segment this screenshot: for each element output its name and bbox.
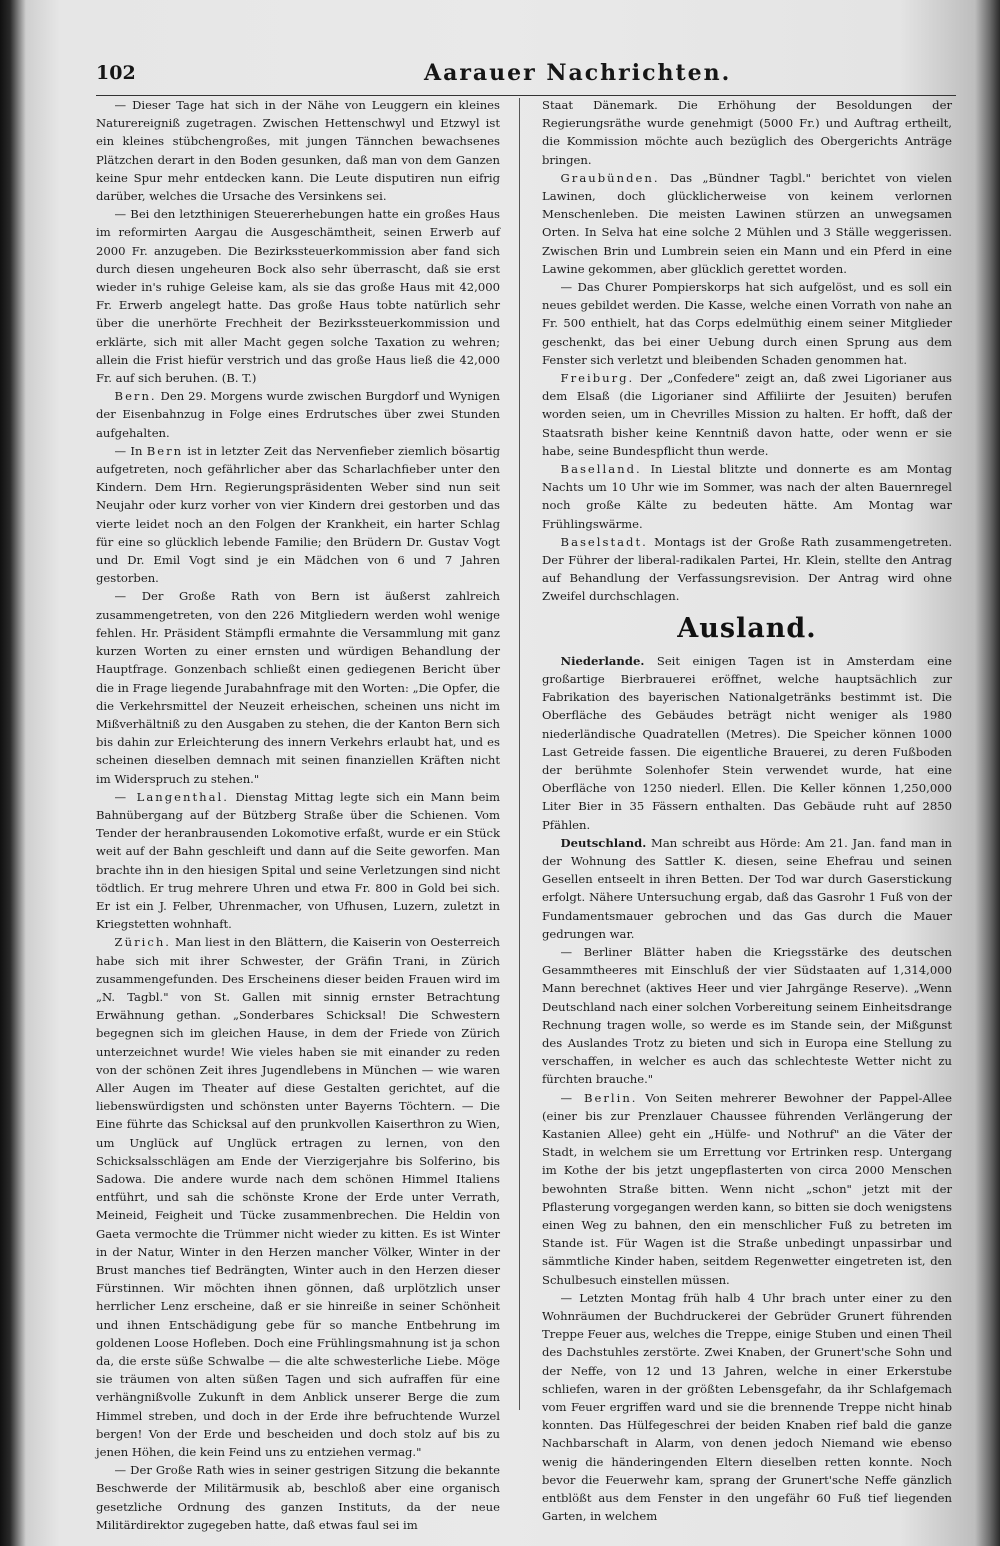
article-baselstadt xyxy=(542,533,952,606)
article-graubuenden xyxy=(542,169,952,278)
article-steuer: — Bei den letzthinigen Steuererhebungen hatte ein großes Haus im reformirten Aargau die Ausgeschämtheit, seinen Erwerb auf 2000 Fr. anzugeben. Die Bezirkssteuerkommission aber fand sich durch diesen ungeheuren Bock also sehr überrascht, daß sie erst wieder in's ruhige Geleise kam, als sie das große Haus mit 42,000 Fr. Erwerb angelegt hatte. Das große Haus tobte natürlich sehr über die unerhörte Frechheit der Bezirkssteuerkommission und erklärte, sich mit aller Macht gegen solche Taxation zu wehren; allein die Frist hiefür verstrich und das große Haus ließ die 42,000 Fr. auf sich beruhen. (B. T.) xyxy=(96,207,500,386)
article-text: Den 29. Morgens wurde zwischen Burgdorf und Wynigen der Eisenbahnzug in Folge eines Erdrutsches über zwei Stunden aufgehalten. xyxy=(96,389,500,440)
article-kriegsstaerke: — Berliner Blätter haben die Kriegsstärke des deutschen Gesammtheeres mit Einschluß der vier Südstaaten auf 1,314,000 Mann berechnet (aktives Heer und vier Jahrgänge Reserve). „Wenn Deutschland nach einer solchen Vorbereitung seinem Einheitsdrange Rechnung tragen wolle, so werde es im Stande sein, der Mißgunst des Auslandes Trotz zu bieten und sich in Europa eine Stellung zu verschaffen, in welcher es auch das schlechteste Wetter nicht zu fürchten brauche." xyxy=(542,944,952,1087)
article-text: Man schreibt aus Hörde: Am 21. Jan. fand man in der Wohnung des Sattler K. diesen, seine Ehefrau und seinen Gesellen entseelt in ihren Betten. Der Tod war durch Gaserstickung erfolgt. Nähere Untersuchung ergab, daß das Gasrohr 1 Fuß von der Fundamentsmauer gebrochen und das Gas durch die Mauer gedrungen war. xyxy=(542,835,953,941)
place-langenthal: — Langenthal. xyxy=(114,789,229,804)
article-bern-zug xyxy=(96,387,500,442)
masthead-title: Aarauer Nachrichten. xyxy=(424,60,732,86)
page-header xyxy=(96,58,966,98)
article-niederlande xyxy=(542,652,952,834)
place-graubuenden: Graubünden. xyxy=(560,170,660,185)
article-zuerich xyxy=(96,933,500,1461)
place-bern: Bern. xyxy=(114,389,157,404)
place-bern-2: Bern xyxy=(146,443,184,458)
article-text: In Liestal blitzte und donnerte es am Montag Nachts um 10 Uhr wie im Sommer, was nach der alten Bauernregel noch große Kälte zu bedeuten hätte. Am Montag war Frühlingswärme. xyxy=(542,462,952,531)
article-militaermusik: — Der Große Rath wies in seiner gestrigen Sitzung die bekannte Beschwerde der Militärmusik ab, beschloß aber eine organisch gesetzliche Ordnung des ganzen Instituts, da der neue Militärdirektor zugegeben hatte, daß etwas faul sei im xyxy=(96,1463,500,1532)
place-baselland: Baselland. xyxy=(560,462,642,477)
place-berlin: — Berlin. xyxy=(560,1090,638,1105)
page-number: 102 xyxy=(96,62,136,84)
article-churer-pompiers: — Das Churer Pompierskorps hat sich aufgelöst, und es soll ein neues gebildet werden. Die Kasse, welche einen Vorrath von nahe an Fr. 500 enthielt, hat das Corps edelmüthig einem seiner Mitglieder geschenkt, das bei einer Uebung durch einen Sprung aus dem Fenster sich verletzt und bleibenden Schaden genommen hat. xyxy=(542,280,952,367)
article-text: Von Seiten mehrerer Bewohner der Pappel-Allee (einer bis zur Prenzlauer Chaussee führenden Verlängerung der Kastanien Allee) geht ein „Hülfe- und Nothruf" an die Väter der Stadt, in welchem sie um Errettung vor Ertrinken resp. Untergang im Kothe der bis jetzt ungepflasterten von circa 2000 Menschen bewohnten Straße bitten. Wenn nicht „schon" jetzt mit der Pflasterung vorgegangen werden kann, so bitten sie doch wenigstens einen Weg zu bahnen, den ein menschlicher Fuß zu betreten im Stande ist. Für Wagen ist die Straße unbedingt unpassirbar und sämmtliche Kinder haben, seitdem Regenwetter eingetreten ist, den Schulbesuch einstellen müssen. xyxy=(542,1090,952,1287)
place-baselstadt: Baselstadt. xyxy=(560,534,648,549)
article-leuggern: — Dieser Tage hat sich in der Nähe von Leuggern ein kleines Naturereigniß zugetragen. Zwischen Hettenschwyl und Etzwyl ist ein kleines stübchengroßes, mit jungen Tännchen bewachsenes Plätzchen derart in den Boden gesunken, daß man von dem Ganzen keine Spur mehr entdecken kann. Die Leute disputiren nun eifrig darüber, welches die Ursache des Versinkens sei. xyxy=(96,98,500,204)
article-text: Das „Bündner Tagbl." berichtet von vielen Lawinen, doch glücklicherweise von keinem verlornen Menschenleben. Die meisten Lawinen stürzen an unwegsamen Orten. In Selva hat eine solche 2 Mühlen und 3 Ställe weggerissen. Zwischen Brin und Lumbrein seien ein Mann und ein Pferd in eine Lawine gekommen, aber glücklich gerettet worden. xyxy=(542,170,952,276)
article-text: ist in letzter Zeit das Nervenfieber ziemlich bösartig aufgetreten, noch gefährlicher aber das Scharlachfieber unter den Kindern. Dem Hrn. Regierungspräsidenten Weber sind nun seit Neujahr oder kurz vorher von vier Kindern drei gestorben und das vierte leidet noch an den Folgen der Krankheit, ein harter Schlag für eine so glücklich lebende Familie; den Brüdern Dr. Gustav Vogt und Dr. Emil Vogt sind je ein Mädchen von 6 und 7 Jahren gestorben. xyxy=(96,443,500,586)
place-freiburg: Freiburg. xyxy=(560,371,635,386)
article-text: Man liest in den Blättern, die Kaiserin von Oesterreich habe sich mit ihrer Schwester, der Gräfin Trani, in Zürich zusammengefunden. Des Erscheinens dieser beiden Frauen wird im „N. Tagbl." von St. Gallen mit sinnig ernster Betrachtung Erwähnung gethan. „Sonderbares Schicksal! Die Schwestern begegnen sich im gleichen Hause, in dem der Friede von Zürich unterzeichnet wurde! Wie vieles haben sie mit einander zu reden von der schönen Zeit ihres Jugendlebens in München — wie waren Aller Augen im Theater auf diese Gestalten gerichtet, auf die liebenswürdigsten und schönsten unter Bayerns Töchtern. — Die Eine führte das Schicksal auf den prunkvollen Kaiserthron zu Wien, um Unglück auf Unglück ertragen zu lernen, von den Schicksalsschlägen am Ende der Vierzigerjahre bis Solferino, bis Sadowa. Die andere wurde nach dem schönen Himmel Italiens entführt, und sah die schönste Krone der Erde unter Verrath, Meineid, Feigheit und Tücke zusammenbrechen. Die Heldin von Gaeta vermochte die Trümmer nicht wieder zu kitten. Es ist Winter in der Natur, Winter in den Herzen mancher Völker, Winter in der Brust manches tief Bedrängten, Winter auch in den Herzen dieser Fürstinnen. Wir möchten ihnen gönnen, daß urplötzlich unser herrlicher Lenz erscheine, daß er sie hinreiße in seiner Schönheit und ihnen Entschädigung gebe für so manche Entbehrung im goldenen Loose Hofleben. Doch eine Frühlingsmahnung ist ja schon da, die erste süße Schwalbe — die alte schwesterliche Liebe. Möge sie träumen von alten süßen Tagen und sich aufraffen für eine verhängnißvolle Zukunft in dem Anblick unserer Berge die zum Himmel streben, und doch in der Erde ihre befruchtende Wurzel bergen! Von der Erde und bescheiden und doch stolz auf bis zu jenen Höhen, die kein Feind uns zu entziehen vermag." xyxy=(96,935,500,1460)
article-text: Montags ist der Große Rath zusammengetreten. Der Führer der liberal-radikalen Partei, Hr. Klein, stellte den Antrag auf Behandlung der Verfassungsrevision. Der Antrag wird ohne Zweifel durchschlagen. xyxy=(542,534,953,604)
article-text: Dienstag Mittag legte sich ein Mann beim Bahnübergang auf der Bützberg Straße über die Schienen. Vom Tender der heranbrausenden Lokomotive erfaßt, wurde er ein Stück weit auf der Bahn geschleift und dann auf die Seite geworfen. Man brachte ihn in den hiesigen Spital und seine Verletzungen sind nicht tödtlich. Er trug mehrere Uhren und etwa Fr. 800 in Gold bei sich. Er ist ein J. Felber, Uhrenmacher, von Ufhusen, Luzern, zuletzt in Kriegstetten wohnhaft. xyxy=(96,789,501,932)
article-prefix: — In xyxy=(114,443,143,458)
article-langenthal xyxy=(96,788,500,934)
right-column xyxy=(542,96,952,1525)
article-daenemark-cont: Staat Dänemark. Die Erhöhung der Besoldungen der Regierungsräthe wurde genehmigt (5000 Fr.) und Auftrag ertheilt, die Kommission möchte auch bezüglich des Obergerichts Anträge bringen. xyxy=(542,98,952,167)
left-column xyxy=(96,96,500,1534)
section-heading-ausland: Ausland. xyxy=(677,612,817,644)
article-text: Der „Confedere" zeigt an, daß zwei Ligorianer aus dem Elsaß (die Ligorianer sind Affiliirte der Jesuiten) berufen worden seien, um in Chevrilles Mission zu halten. Er hofft, daß der Staatsrath bisher keine Kenntniß davon hatte, oder wenn er sie habe, seine Bundespflicht thun werde. xyxy=(542,371,952,458)
article-grosser-rath-bern: — Der Große Rath von Bern ist äußerst zahlreich zusammengetreten, von den 226 Mitgliedern werden wohl wenige fehlen. Hr. Präsident Stämpfli ermahnte die Versammlung mit ganz kurzen Worten zu einer ernsten und würdigen Behandlung der Hauptfrage. Gonzenbach schließt einen gediegenen Bericht über die in Frage liegende Jurabahnfrage mit den Worten: „Die Opfer, die die Verkehrsmittel der Neuzeit erheischen, scheinen uns nicht im Mißverhältniß zu den Ausgaben zu stehen, die der Kanton Bern sich bis dahin zur Erleichterung des innern Verkehrs erlaubt hat, und es scheinen dieselben demnach mit seinen finanziellen Kräften nicht im Widerspruch zu stehen." xyxy=(96,589,500,786)
place-zuerich: Zürich. xyxy=(114,935,171,950)
country-deutschland: Deutschland. xyxy=(560,835,647,850)
article-baselland xyxy=(542,460,952,533)
column-divider xyxy=(519,98,520,1410)
article-freiburg xyxy=(542,369,952,460)
country-niederlande: Niederlande. xyxy=(560,653,645,668)
article-deutschland xyxy=(542,834,952,943)
article-buchdruckerei-feuer: — Letzten Montag früh halb 4 Uhr brach unter einer zu den Wohnräumen der Buchdruckerei der Gebrüder Grunert führenden Treppe Feuer aus, welches die Treppe, einige Stuben und einen Theil des Dachstuhles zerstörte. Zwei Knaben, der Grunert'sche Sohn und der Neffe, von 12 und 13 Jahren, welche in einer Erkerstube schliefen, waren in der größten Lebensgefahr, da ihr Schlafgemach vom Feuer ergriffen ward und sie die brennende Treppe nicht hinab konnten. Das Hülfegeschrei der beiden Knaben rief bald die ganze Nachbarschaft in Alarm, von denen jedoch Niemand wie ebenso wenig die händeringenden Eltern dieselben retten konnte. Noch bevor die Feuerwehr kam, sprang der Grunert'sche Neffe gänzlich entblößt aus dem Fenster in den ungefähr 60 Fuß tief liegenden Garten, in welchem xyxy=(542,1290,952,1524)
article-text: Seit einigen Tagen ist in Amsterdam eine großartige Bierbrauerei eröffnet, welche hauptsächlich zur Fabrikation des bayerischen Nationalgetränks bestimmt ist. Die Oberfläche des Gebäudes beträgt nicht weniger als 1980 niederländische Quadratellen (Metres). Die Speicher können 1000 Last Getreide fassen. Die eigentliche Brauerei, zu deren Fußboden der berühmte Solenhofer Stein verwendet wurde, hat eine Oberfläche von 1250 niederl. Ellen. Die Keller können 1,250,000 Liter Bier in 35 Fässern enthalten. Das Gebäude ruht auf 2850 Pfählen. xyxy=(542,653,952,832)
article-bern-fieber xyxy=(96,442,500,588)
article-berlin xyxy=(542,1089,952,1289)
